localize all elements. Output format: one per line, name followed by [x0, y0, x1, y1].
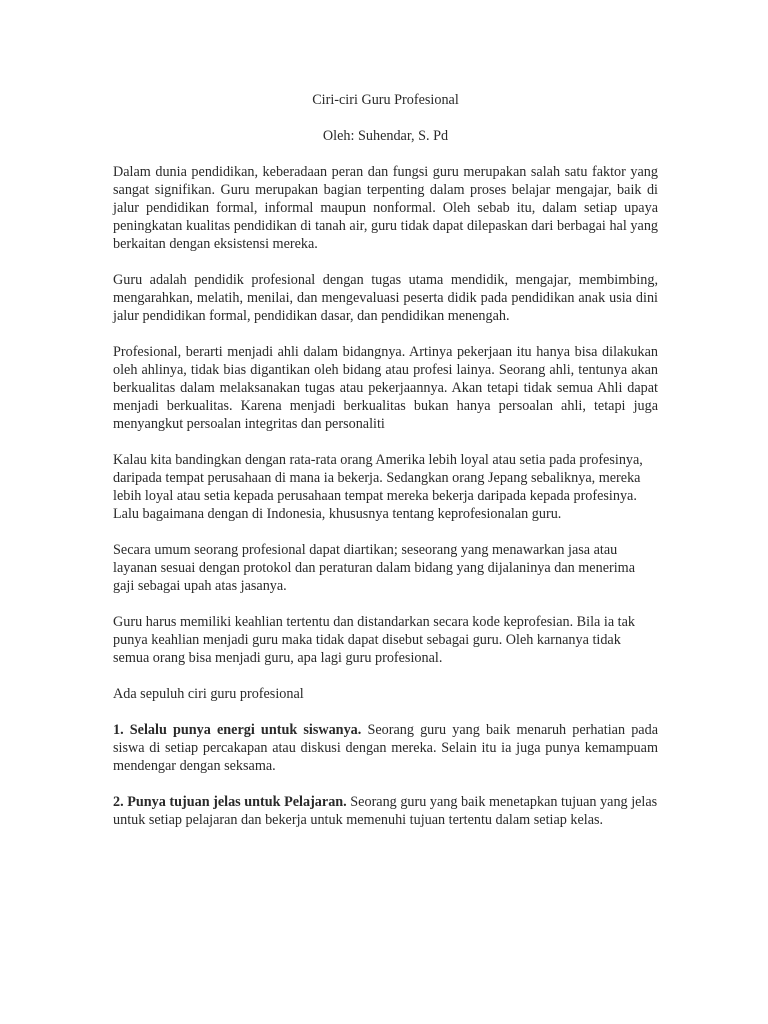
document-title: Ciri-ciri Guru Profesional — [312, 92, 459, 108]
list-item-1-text: Seorang guru yang baik menaruh perhatian pada siswa di setiap percakapan atau diskusi dengan mereka. Selain itu ia juga punya kemampuam mendengar dengan seksama. — [113, 722, 658, 774]
paragraph-4: Kalau kita bandingkan dengan rata-rata orang Amerika lebih loyal atau setia pada profesinya, daripada tempat perusahaan di mana ia bekerja. Sedangkan orang Jepang sebaliknya, mereka lebih loyal atau setia kepada perusahaan tempat mereka bekerja daripada kepada profesinya. Lalu bagaimana dengan di Indonesia, khususnya tentang keprofesionalan guru. — [113, 452, 643, 522]
list-item-1 — [113, 721, 658, 775]
document-author: Oleh: Suhendar, S. Pd — [322, 128, 449, 144]
paragraph-6: Guru harus memiliki keahlian tertentu dan distandarkan secara kode keprofesian. Bila ia tak punya keahlian menjadi guru maka tidak dapat disebut sebagai guru. Oleh karnanya tidak semua orang bisa menjadi guru, apa lagi guru profesional. — [113, 614, 635, 666]
paragraph-7: Ada sepuluh ciri guru profesional — [113, 686, 304, 702]
paragraph-2: Guru adalah pendidik profesional dengan tugas utama mendidik, mengajar, membimbing, mengarahkan, melatih, menilai, dan mengevaluasi peserta didik pada pendidikan anak usia dini jalur pendidikan formal, pendidikan dasar, dan pendidikan menengah. — [113, 272, 658, 324]
paragraph-3: Profesional, berarti menjadi ahli dalam bidangnya. Artinya pekerjaan itu hanya bisa dilakukan oleh ahlinya, tidak bias digantikan oleh bidang atau profesi lainya. Seorang ahli, tentunya akan berkualitas dalam melaksanakan tugas atau pekerjaannya. Akan tetapi tidak semua Ahli dapat menjadi berkualitas. Karena menjadi berkualitas bukan hanya persoalan ahli, tetapi juga menyangkut persoalan integritas dan personaliti — [113, 344, 658, 432]
list-item-1-heading: 1. Selalu punya energi untuk siswanya. — [113, 722, 362, 738]
paragraph-1: Dalam dunia pendidikan, keberadaan peran dan fungsi guru merupakan salah satu faktor yang sangat signifikan. Guru merupakan bagian terpenting dalam proses belajar mengajar, baik di jalur pendidikan formal, informal maupun nonformal. Oleh sebab itu, dalam setiap upaya peningkatan kualitas pendidikan di tanah air, guru tidak dapat dilepaskan dari berbagai hal yang berkaitan dengan eksistensi mereka. — [113, 164, 658, 252]
list-item-2-heading: 2. Punya tujuan jelas untuk Pelajaran. — [113, 794, 347, 810]
document-body — [113, 91, 658, 847]
list-item-2 — [113, 793, 658, 829]
list-item-2-text: Seorang guru yang baik menetapkan tujuan yang jelas untuk setiap pelajaran dan bekerja untuk memenuhi tujuan tertentu dalam setiap kelas. — [113, 794, 658, 828]
paragraph-5: Secara umum seorang profesional dapat diartikan; seseorang yang menawarkan jasa atau layanan sesuai dengan protokol dan peraturan dalam bidang yang dijalaninya dan menerima gaji sebagai upah atas jasanya. — [113, 542, 635, 594]
